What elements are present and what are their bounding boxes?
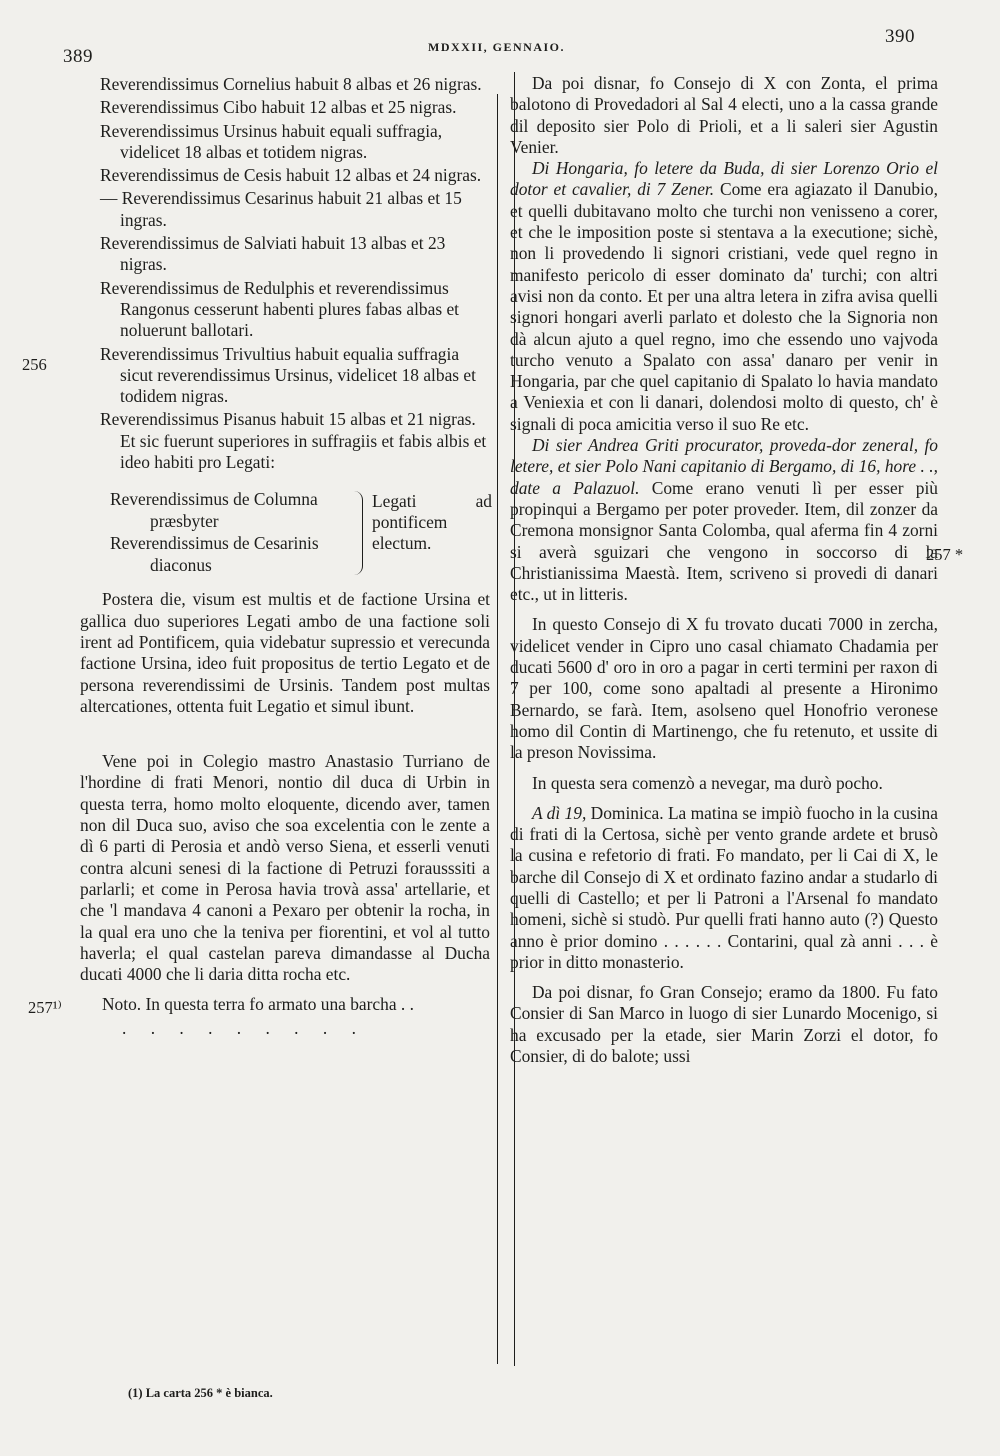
vote-list [80,74,490,473]
vote-entry: Reverendissimus Cornelius habuit 8 albas et 26 nigras. [100,74,482,94]
hongaria-body: Come era agiazato il Danubio, et quelli dubitavano molto che turchi non venisseno a corer, et che le imposition poste si stentava a la executione; sichè, non li provedendo li signori cristiani, vede quel regno in manifesto pericolo di esser dominato da' turchi; con altri avisi non da conto. Et per una altra letera in zifra avisa quelli signori hongari averli parlato et dolesto che la Signoria non dà alcun ajuto a quel regno, imo che essendo uno vajvoda turcho venuto a Spalato con assa' danaro per venir in Hongaria, par che quel capitanio di Spalato lo havia mandato a Veniexia et con li danari, dolendosi molto di questo, ch' è signali di poca amicitia verso il suo Re etc. [510,179,938,434]
hongaria-heading: Di Hongaria, fo letere da Buda, di sier Lorenzo Orio el dotor et cavalier, di 7 Zener. [510,158,938,200]
vote-entry: Reverendissimus Trivultius habuit equalia suffragia sicut reverendissimus Ursinus, videlicet 18 albas et todidem nigras. [100,343,476,407]
paragraph-hongaria [510,158,938,435]
paragraph-ducati: In questo Consejo di X fu trovato ducati 7000 in zercha, videlicet vender in Cipro uno casal chiamato Chadamia per ducati 5600 d' oro in oro a pagar in certi termini per raxon di 7 per 100, come sono apaltadi al presente a Hironimo Bernardo, se farà. Item, asolseno quel Honofrio veronese homo dil Contin di Martinengo, che fu retenuto, et ussite di la preson Novissima. [510,614,938,763]
vote-entry: Reverendissimus de Salviati habuit 13 albas et 23 nigras. [100,233,446,275]
paragraph-nevegar: In questa sera comenzò a nevegar, ma durò pocho. [532,772,883,793]
paragraph-gran-consejo: Da poi disnar, fo Gran Consejo; eramo da 1800. Fu fato Consier di San Marco in luogo di sier Lunardo Mocenigo, si ha excusado per la etade, sier Marin Zorzi el dotor, fo Consier, di do balote; ussi [510,982,938,1067]
left-page-number: 389 [63,46,93,67]
paragraph-vene: Vene poi in Colegio mastro Anastasio Turriano de l'hordine di frati Menori, nontio dil duca di Urbin in questa terra, homo molto eloquente, dicendo aver, tamen non dil Duca suo, aviso che soa excelentia con le zente a dì 6 parti di Perosia et andò verso Siena, et esserli venuti contra alcuni senesi di la factione di Petruzi forausssiti a parlarli; et come in Perosa havia trovà assa' artellarie, et che 'l mandava 4 canoni a Pexaro per obtenir la rocha, in la qual era uno che la teniva per fiorentini, et vol al tutto haverla; el qual castelan pareva dimandasse al Ducha ducati 4000 che li daria ditta rocha etc. [80,751,490,985]
legati-note: Legati ad pontificem electum. [372,491,492,554]
vote-entry: Reverendissimus Ursinus habuit equali suffragia, videlicet 18 albas et totidem nigras. [100,120,443,162]
paragraph-griti [510,435,938,605]
paragraph-postera: Postera die, visum est multis et de factione Ursina et gallica duo superiores Legati ambo de una factione soli irent ad Pontificem, quia videbatur supressio et verecunda factione Ursina, ideo fuit propositus de tertio Legato et de persona reverendissimi de Ursinis. Tandem post multas altercationes, ottenta fuit Legatio et simul ibunt. [80,589,490,716]
legatus-rank: præsbyter [150,511,219,532]
griti-heading: Di sier Andrea Griti procurator, proveda-dor zeneral, fo letere, et sier Polo Nani capitanio di Bergamo, di 16, hore . ., date a Palazuol. [510,435,938,498]
vote-entry: Reverendissimus de Cesis habuit 12 albas et 24 nigras. [100,165,482,186]
paragraph-noto: Noto. In questa terra fo armato una barcha . . [102,994,414,1015]
vote-entry: Reverendissimus Pisanus habuit 15 albas et 21 nigras. Et sic fuerunt superiores in suffragiis et fabis albis et ideo habiti pro Legati: [100,409,487,473]
margin-note-256: 256 [22,355,47,374]
ellipsis-line: . . . . . . . . . [122,1017,366,1038]
brace-mark [354,491,363,575]
legatus-name: Reverendissimus de Cesarinis [110,533,319,554]
margin-note-257-right: 257 * [926,545,964,564]
date-heading: A dì 19, [532,802,587,823]
left-column [80,74,490,1039]
paragraph-dominica [510,803,938,973]
right-page-number: 390 [885,26,915,47]
column-divider-left [497,94,498,1364]
vote-entry: Reverendissimus Cibo habuit 12 albas et 25 nigras. [100,97,457,118]
footnote: (1) La carta 256 * è bianca. [128,1386,273,1400]
legati-block [80,489,490,577]
dominica-body: Dominica. La matina se impiò fuocho in la cusina di frati di la Certosa, sichè per vento grande ardete et brusò la cusina e refetorio di frati. Fo mandato, per li Cai di X, le barche dil Consejo di X et ordinato fazino andar a studarlo di quelli di Castello; et per li Patroni a l'Arsenal fo mandato homeni, sichè si studò. Pur quelli frati hanno auto (?) Questo anno è prior domino . . . . . . Contarini, qual zà anni . . . è prior in ditto monasterio. [510,802,938,972]
vote-entry: Reverendissimus de Redulphis et reverendissimus Rangonus cesserunt habenti plures fabas albas et noluerunt ballotari. [100,277,460,341]
right-column [510,73,938,1067]
griti-body: Come erano venuti lì per esser più propinqui a Bergamo per poter proveder. Item, dil zonzer da Cremona monsignor Santa Colomba, qual aferma fin 4 zorni si averà sguizari che vengono in soccorso di la Christianissima Maestà. Item, scriveno si provedi di danari etc., ut in litteris. [510,477,939,605]
vote-entry: — Reverendissimus Cesarinus habuit 21 albas et 15 ingras. [100,188,462,230]
margin-note-257-left: 257¹⁾ [28,998,62,1017]
legatus-rank: diaconus [150,555,212,576]
legatus-name: Reverendissimus de Columna [110,489,318,510]
running-head: MDXXII, GENNAIO. [428,40,566,54]
paragraph-consejo: Da poi disnar, fo Consejo di X con Zonta, el prima balotono di Provedadori al Sal 4 electi, uno a la cassa grande dil deposito sier Polo di Prioli, et a li saleri sier Agustin Venier. [510,73,938,157]
